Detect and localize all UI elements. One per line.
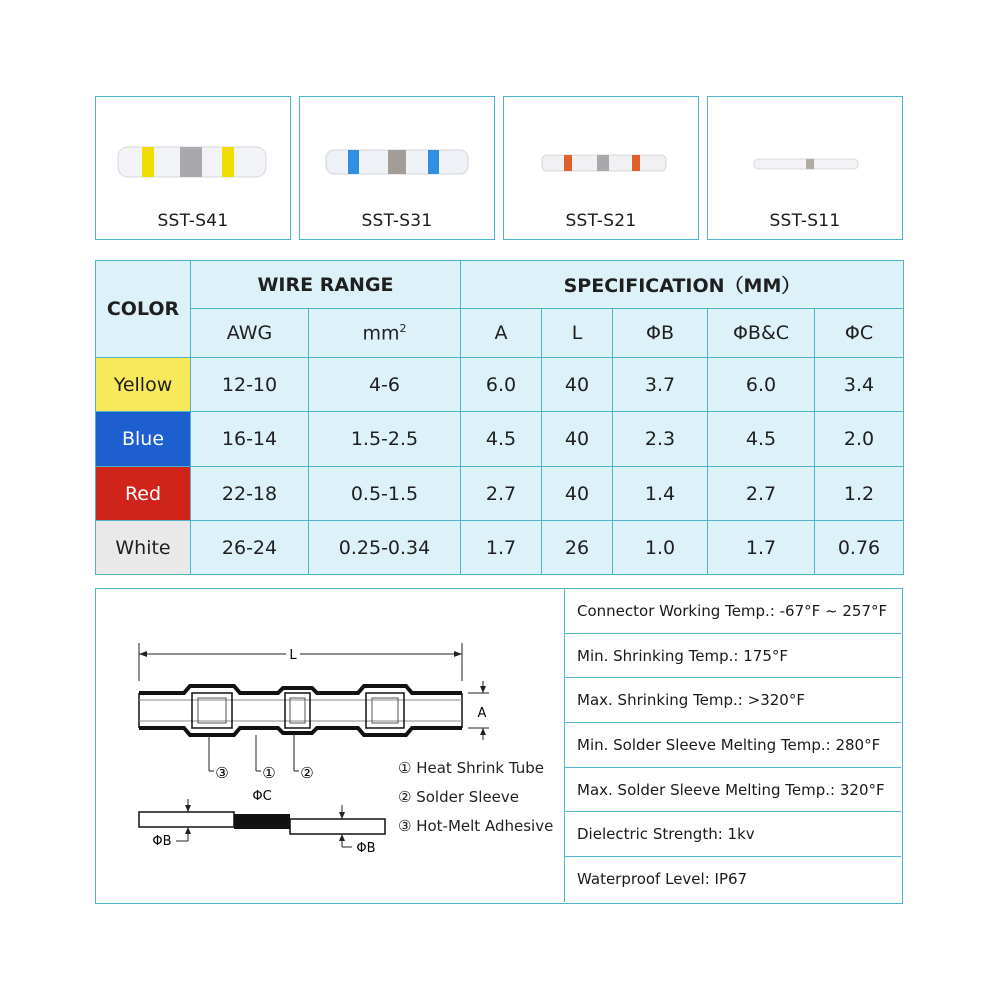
connector-diagram — [96, 589, 565, 902]
prop-min-solder-temp: Min. Solder Sleeve Melting Temp.: 280°F — [565, 723, 901, 768]
product-model: SST-S11 — [769, 211, 841, 231]
product-card-sst-s11 — [707, 96, 903, 240]
a-cell: 1.7 — [461, 521, 542, 575]
awg-cell: 12-10 — [191, 358, 309, 412]
phib-cell: 1.0 — [613, 521, 708, 575]
awg-cell: 22-18 — [191, 467, 309, 521]
prop-max-shrink-temp: Max. Shrinking Temp.: >320°F — [565, 678, 901, 723]
a-cell: 2.7 — [461, 467, 542, 521]
product-model: SST-S21 — [565, 211, 637, 231]
awg-header: AWG — [191, 309, 309, 358]
callout-3: ③ — [215, 764, 229, 782]
l-header: L — [542, 309, 613, 358]
legend-heat-shrink-tube: ① Heat Shrink Tube — [398, 759, 545, 777]
dim-phib-right: ΦB — [356, 841, 376, 856]
phic-cell: 3.4 — [815, 358, 904, 412]
phibc-cell: 1.7 — [708, 521, 815, 575]
legend-solder-sleeve: ② Solder Sleeve — [398, 788, 520, 806]
color-cell-white: White — [96, 521, 191, 575]
phibc-header: ΦB&C — [708, 309, 815, 358]
awg-cell: 26-24 — [191, 521, 309, 575]
product-card-sst-s21 — [503, 96, 699, 240]
prop-max-solder-temp: Max. Solder Sleeve Melting Temp.: 320°F — [565, 768, 901, 813]
prop-working-temp: Connector Working Temp.: -67°F ~ 257°F — [565, 589, 901, 634]
callout-2: ② — [300, 764, 314, 782]
product-model: SST-S41 — [157, 211, 229, 231]
phic-cell: 1.2 — [815, 467, 904, 521]
connector-image — [96, 97, 290, 207]
product-model: SST-S31 — [361, 211, 433, 231]
cross-section-drawing — [96, 589, 564, 902]
phib-cell: 1.4 — [613, 467, 708, 521]
callout-1: ① — [262, 764, 276, 782]
mm2-cell: 0.5-1.5 — [309, 467, 461, 521]
color-cell-blue: Blue — [96, 412, 191, 467]
legend-hot-melt-adhesive: ③ Hot-Melt Adhesive — [398, 817, 554, 835]
prop-waterproof-level: Waterproof Level: IP67 — [577, 870, 748, 889]
phibc-cell: 6.0 — [708, 358, 815, 412]
prop-min-shrink-temp: Min. Shrinking Temp.: 175°F — [565, 634, 901, 679]
dim-l-label: L — [289, 648, 297, 663]
connector-image — [708, 97, 902, 207]
table-row — [96, 467, 904, 521]
technical-details — [95, 588, 903, 904]
spec-table — [95, 260, 904, 575]
phic-cell: 2.0 — [815, 412, 904, 467]
dim-a-label: A — [477, 706, 487, 721]
l-cell: 40 — [542, 358, 613, 412]
dim-phic-label: ΦC — [252, 789, 272, 804]
phibc-cell: 2.7 — [708, 467, 815, 521]
a-cell: 6.0 — [461, 358, 542, 412]
color-cell-yellow: Yellow — [96, 358, 191, 412]
a-cell: 4.5 — [461, 412, 542, 467]
wire-range-header: WIRE RANGE — [191, 261, 461, 309]
l-cell: 40 — [542, 467, 613, 521]
color-cell-red: Red — [96, 467, 191, 521]
a-header: A — [461, 309, 542, 358]
l-cell: 40 — [542, 412, 613, 467]
l-cell: 26 — [542, 521, 613, 575]
product-card-sst-s41 — [95, 96, 291, 240]
product-card-sst-s31 — [299, 96, 495, 240]
phibc-cell: 4.5 — [708, 412, 815, 467]
phic-cell: 0.76 — [815, 521, 904, 575]
mm2-cell: 1.5-2.5 — [309, 412, 461, 467]
table-row — [96, 412, 904, 467]
dim-phib-left: ΦB — [152, 834, 172, 849]
table-row — [96, 358, 904, 412]
connector-image — [504, 97, 698, 207]
mm2-cell: 0.25-0.34 — [309, 521, 461, 575]
mm2-cell: 4-6 — [309, 358, 461, 412]
property-list — [565, 589, 901, 902]
prop-dielectric-strength: Dielectric Strength: 1kv — [565, 812, 901, 857]
phic-header: ΦC — [815, 309, 904, 358]
phib-header: ΦB — [613, 309, 708, 358]
table-row — [96, 521, 904, 575]
mm2-header: $mm^2$ — [309, 309, 461, 358]
awg-cell: 16-14 — [191, 412, 309, 467]
connector-image — [300, 97, 494, 207]
spec-header: SPECIFICATION（MM） — [461, 261, 904, 309]
phib-cell: 2.3 — [613, 412, 708, 467]
color-header: COLOR — [96, 261, 191, 358]
phib-cell: 3.7 — [613, 358, 708, 412]
